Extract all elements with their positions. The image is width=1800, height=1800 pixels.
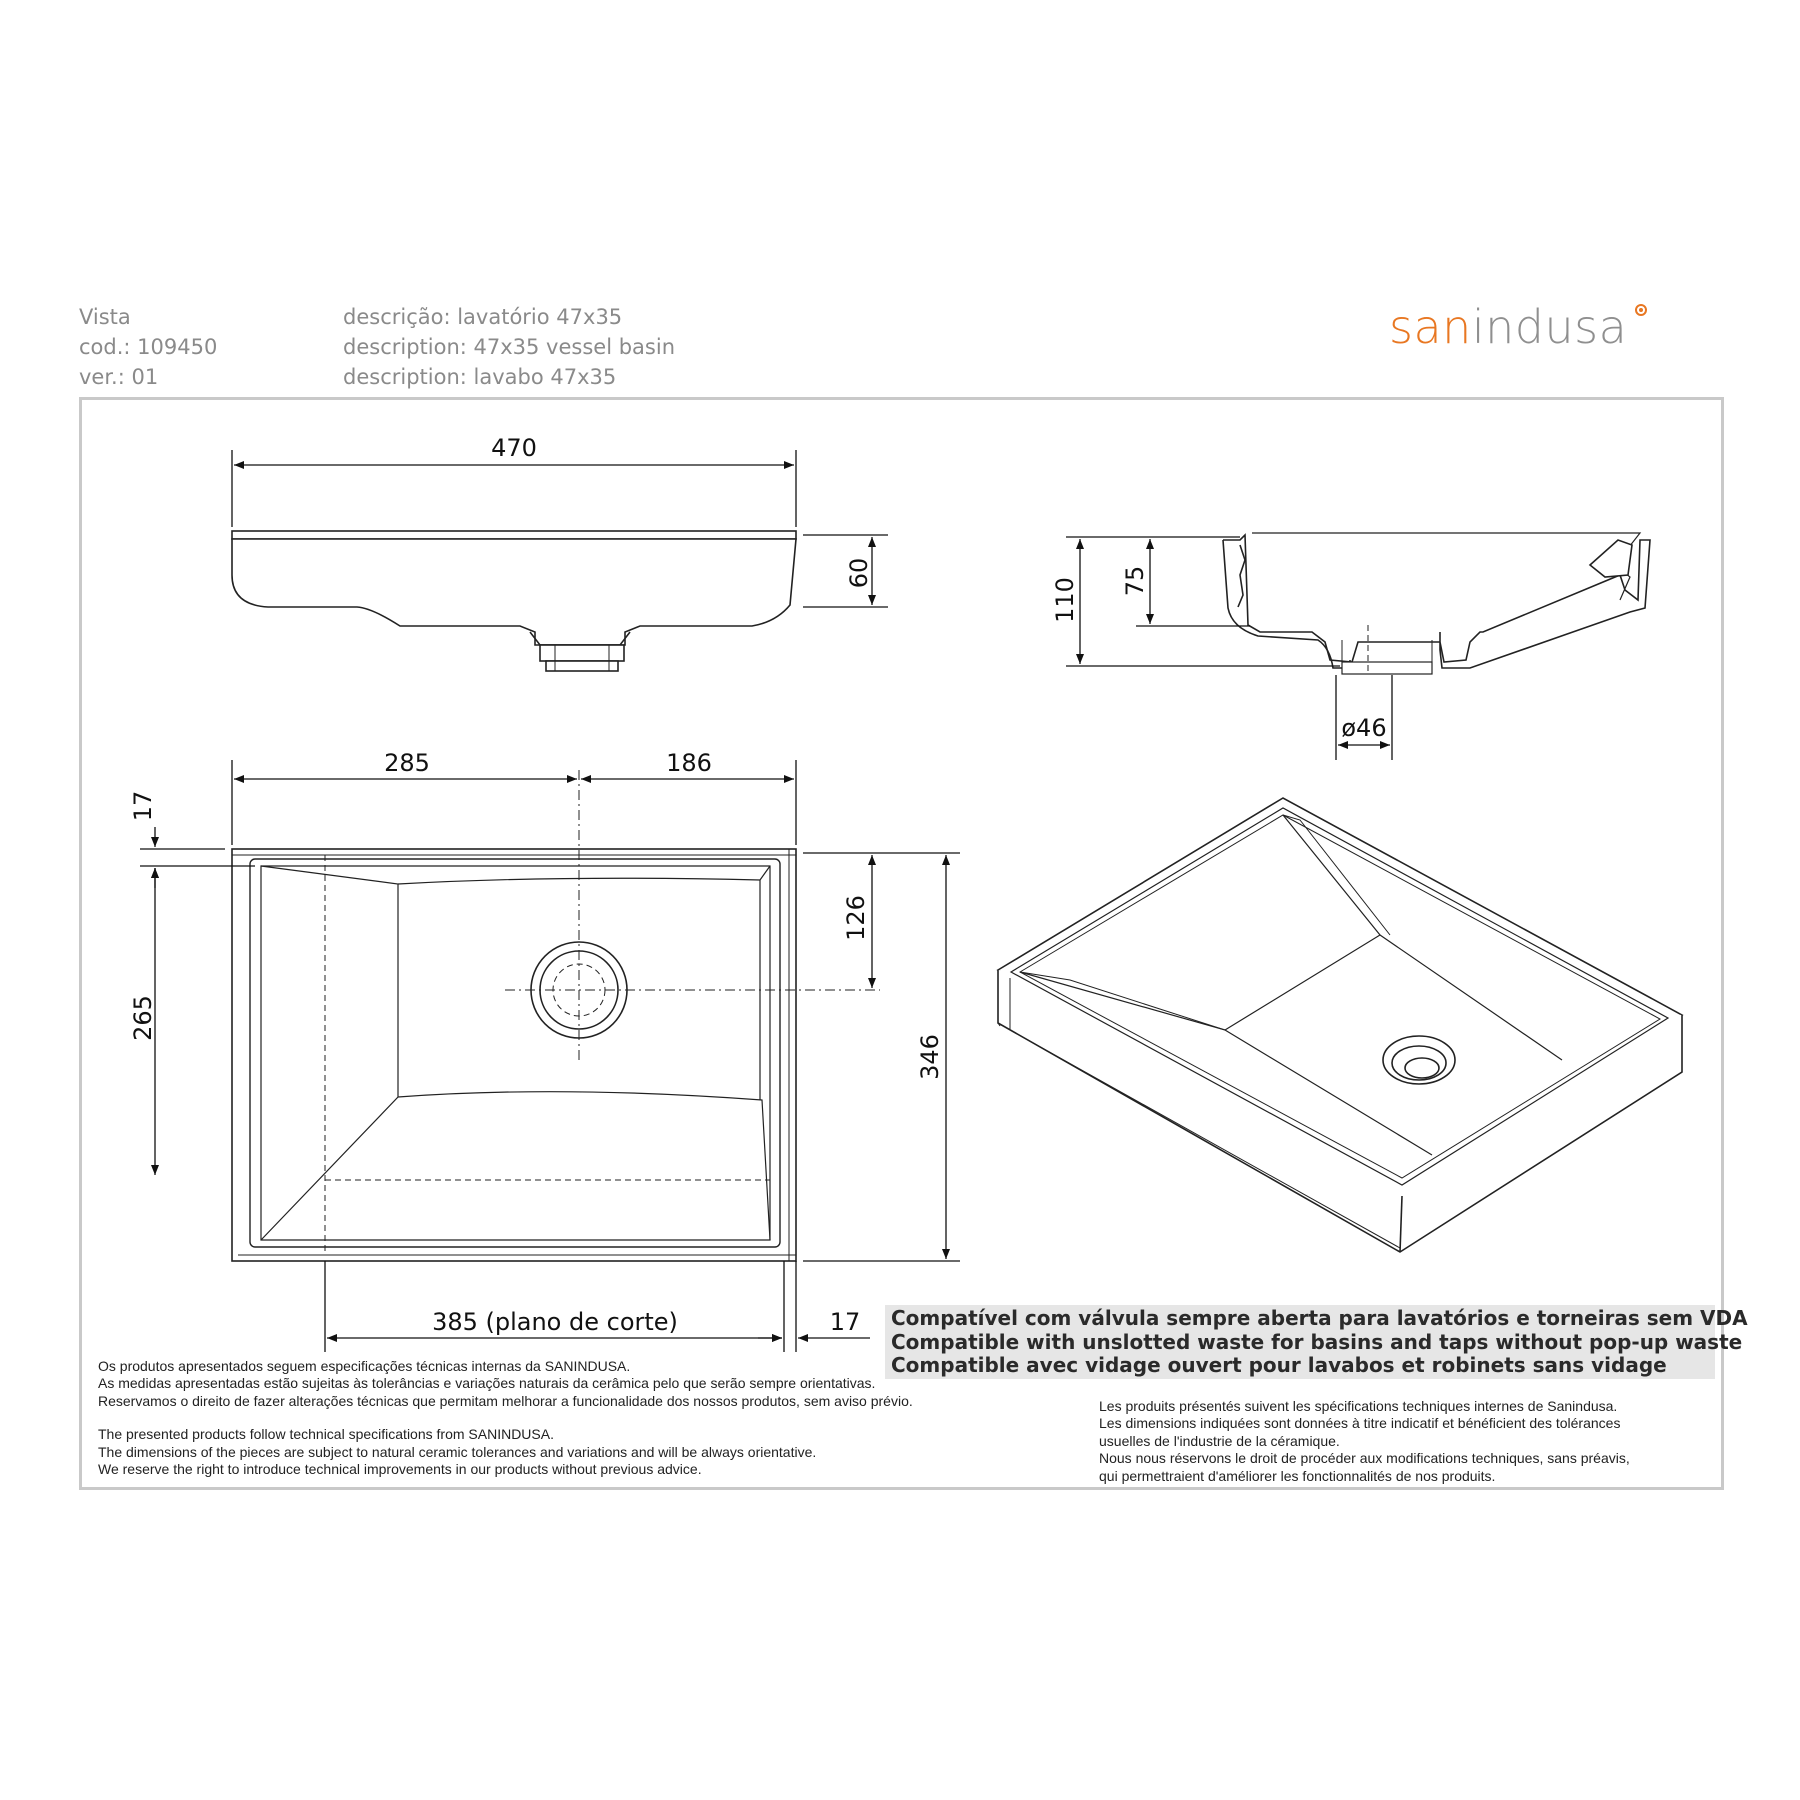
note-fr-3: usuelles de l'industrie de la céramique. — [1099, 1432, 1340, 1449]
disclaimer-right — [1099, 1398, 1630, 1485]
section-view — [1223, 533, 1650, 675]
dim-rim-top: 17 — [129, 790, 157, 822]
note-en-1: The presented products follow technical specifications from SANINDUSA. — [98, 1426, 554, 1443]
product-code: cod.: 109450 — [79, 335, 218, 359]
description-fr: description: lavabo 47x35 — [343, 365, 617, 389]
note-pt-2: As medidas apresentadas estão sujeitas às tolerâncias e variações naturais da cerâmica pelo que serão sempre orientativas. — [98, 1375, 876, 1392]
dim-depth-346: 346 — [916, 1034, 944, 1080]
description-en: description: 47x35 vessel basin — [343, 335, 676, 359]
note-fr-1: Les produits présentés suivent les spécifications techniques internes de Sanindusa. — [1099, 1398, 1618, 1414]
note-fr-4: Nous nous réservons le droit de procéder aux modifications techniques, sans préavis, — [1099, 1450, 1630, 1467]
disclaimer-left — [98, 1358, 913, 1478]
front-view — [232, 531, 796, 671]
note-pt-3: Reservamos o direito de fazer alterações técnicas que permitam melhorar a funcionalidade dos nossos produtos, sem aviso prévio. — [98, 1392, 913, 1409]
logo-part-indusa: indusa — [1471, 300, 1628, 354]
isometric-view — [998, 798, 1682, 1252]
version-label: ver.: 01 — [79, 365, 159, 389]
note-en-3: We reserve the right to introduce technical improvements in our products without previous advice. — [98, 1461, 702, 1478]
dim-left-to-drain: 285 — [384, 749, 430, 777]
dim-drain-diameter: ø46 — [1341, 714, 1387, 742]
dim-depth-75: 75 — [1121, 565, 1149, 597]
note-pt-1: Os produtos apresentados seguem especificações técnicas internas da SANINDUSA. — [98, 1358, 631, 1374]
compat-fr: Compatible avec vidage ouvert pour lavabos et robinets sans vidage — [891, 1353, 1667, 1377]
dim-height-110: 110 — [1051, 577, 1079, 623]
dim-top-to-drain: 126 — [842, 895, 870, 941]
note-fr-5: qui permettraient d'améliorer les fonctionnalités de nos produits. — [1099, 1467, 1496, 1484]
dim-left-depth: 265 — [129, 995, 157, 1041]
compat-pt: Compatível com válvula sempre aberta para lavatórios e torneiras sem VDA — [891, 1306, 1748, 1330]
logo-part-san: san — [1389, 300, 1472, 354]
description-pt: descrição: lavatório 47x35 — [343, 305, 623, 329]
view-label: Vista — [79, 305, 131, 329]
top-view — [232, 770, 880, 1261]
note-fr-2: Les dimensions indiquées sont données à titre indicatif et bénéficient des tolérances — [1099, 1415, 1621, 1432]
dim-rim-right: 17 — [829, 1308, 861, 1336]
dim-drain-to-right: 186 — [666, 749, 712, 777]
note-en-2: The dimensions of the pieces are subject to natural ceramic tolerances and variations and will be always orientative. — [98, 1443, 817, 1460]
dim-width-470: 470 — [491, 434, 537, 462]
compatibility-note — [885, 1305, 1748, 1379]
dim-height-60: 60 — [845, 557, 873, 589]
dim-cut-plane: 385 (plano de corte) — [432, 1308, 678, 1336]
compat-en: Compatible with unslotted waste for basins and taps without pop-up waste — [891, 1329, 1743, 1354]
